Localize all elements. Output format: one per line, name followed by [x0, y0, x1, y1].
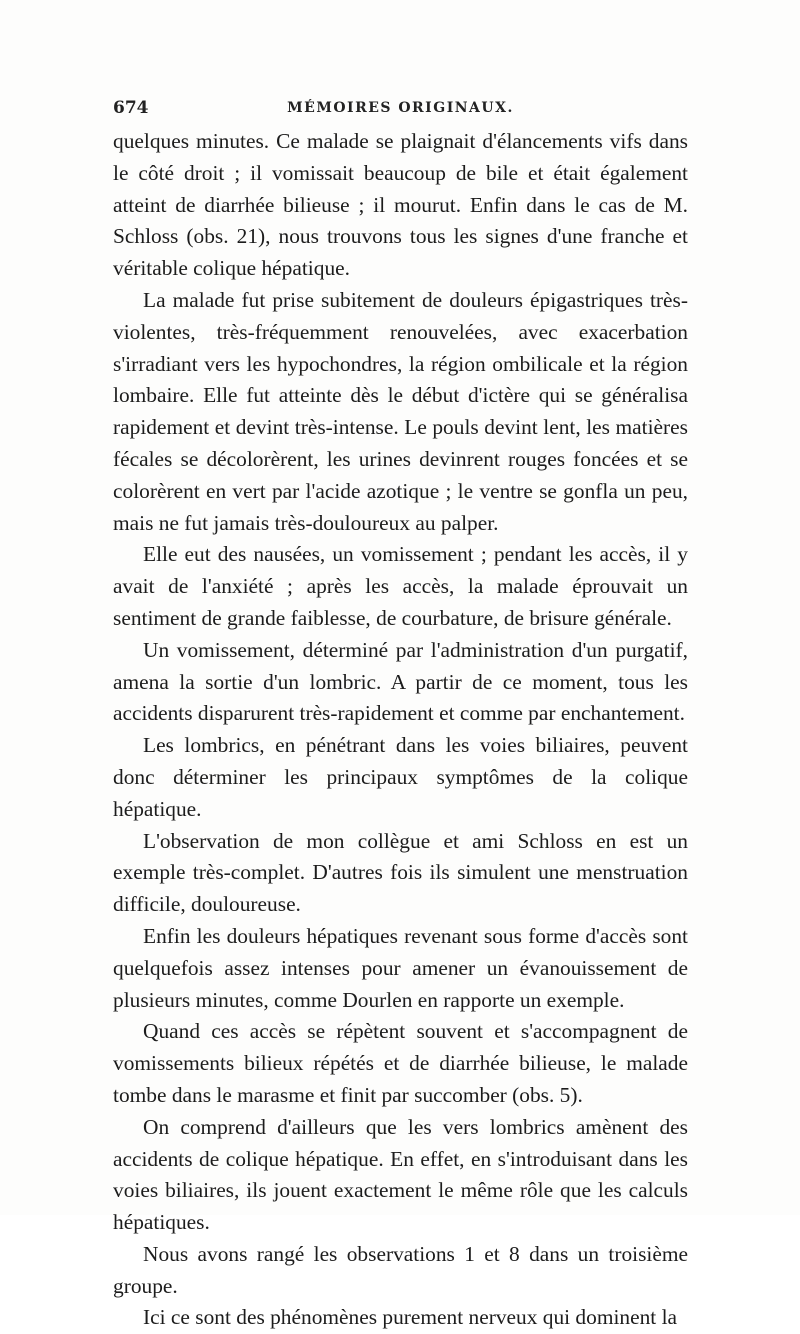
running-head	[113, 98, 688, 122]
page-number: 674	[113, 98, 149, 118]
paragraph: Nous avons rangé les observations 1 et 8 dans un troisième groupe.	[113, 1241, 688, 1298]
paragraph: Quand ces accès se répètent souvent et s'accompagnent de vomissements bilieux répétés et de diarrhée bilieuse, le malade tombe dans le marasme et finit par succomber (obs. 5).	[113, 1019, 688, 1107]
running-title: MÉMOIRES ORIGINAUX.	[287, 100, 514, 116]
paragraph: La malade fut prise subitement de douleurs épigastriques très-violentes, très-fréquemment renouvelées, avec exacerbation s'irradiant vers les hypochondres, la région ombilicale et la région lombaire. Elle fut atteinte dès le début d'ictère qui se généralisa rapidement et devint très-intense. Le pouls devint lent, les matières fécales se décolorèrent, les urines devinrent rouges foncées et se colorèrent en vert par l'acide azotique ; le ventre se gonfla un peu, mais ne fut jamais très-douloureux au palper.	[113, 287, 688, 535]
paragraph: Un vomissement, déterminé par l'administration d'un purgatif, amena la sortie d'un lombric. A partir de ce moment, tous les accidents disparurent très-rapidement et comme par enchantement.	[113, 637, 688, 726]
paragraph-continuation: quelques minutes. Ce malade se plaignait d'élancements vifs dans le côté droit ; il vomissait beaucoup de bile et était également atteint de diarrhée bilieuse ; il mourut. Enfin dans le cas de M. Schloss (obs. 21), nous trouvons tous les signes d'une franche et véritable colique hépatique.	[113, 129, 688, 281]
paragraph-truncated: Ici ce sont des phénomènes purement nerveux qui dominent la	[143, 1305, 678, 1330]
body-text	[113, 126, 688, 1334]
paragraph: Enfin les douleurs hépatiques revenant sous forme d'accès sont quelquefois assez intenses pour amener un évanouissement de plusieurs minutes, comme Dourlen en rapporte un exemple.	[113, 923, 688, 1012]
paragraph: Les lombrics, en pénétrant dans les voies biliaires, peuvent donc déterminer les principaux symptômes de la colique hépatique.	[113, 733, 688, 821]
paragraph: L'observation de mon collègue et ami Schloss en est un exemple très-complet. D'autres fois ils simulent une menstruation difficile, douloureuse.	[113, 828, 688, 917]
paragraph: Elle eut des nausées, un vomissement ; pendant les accès, il y avait de l'anxiété ; après les accès, la malade éprouvait un sentiment de grande faiblesse, de courbature, de brisure générale.	[113, 542, 688, 630]
paragraph: On comprend d'ailleurs que les vers lombrics amènent des accidents de colique hépatique. En effet, en s'introduisant dans les voies biliaires, ils jouent exactement le même rôle que les calculs hépatiques.	[113, 1114, 688, 1235]
